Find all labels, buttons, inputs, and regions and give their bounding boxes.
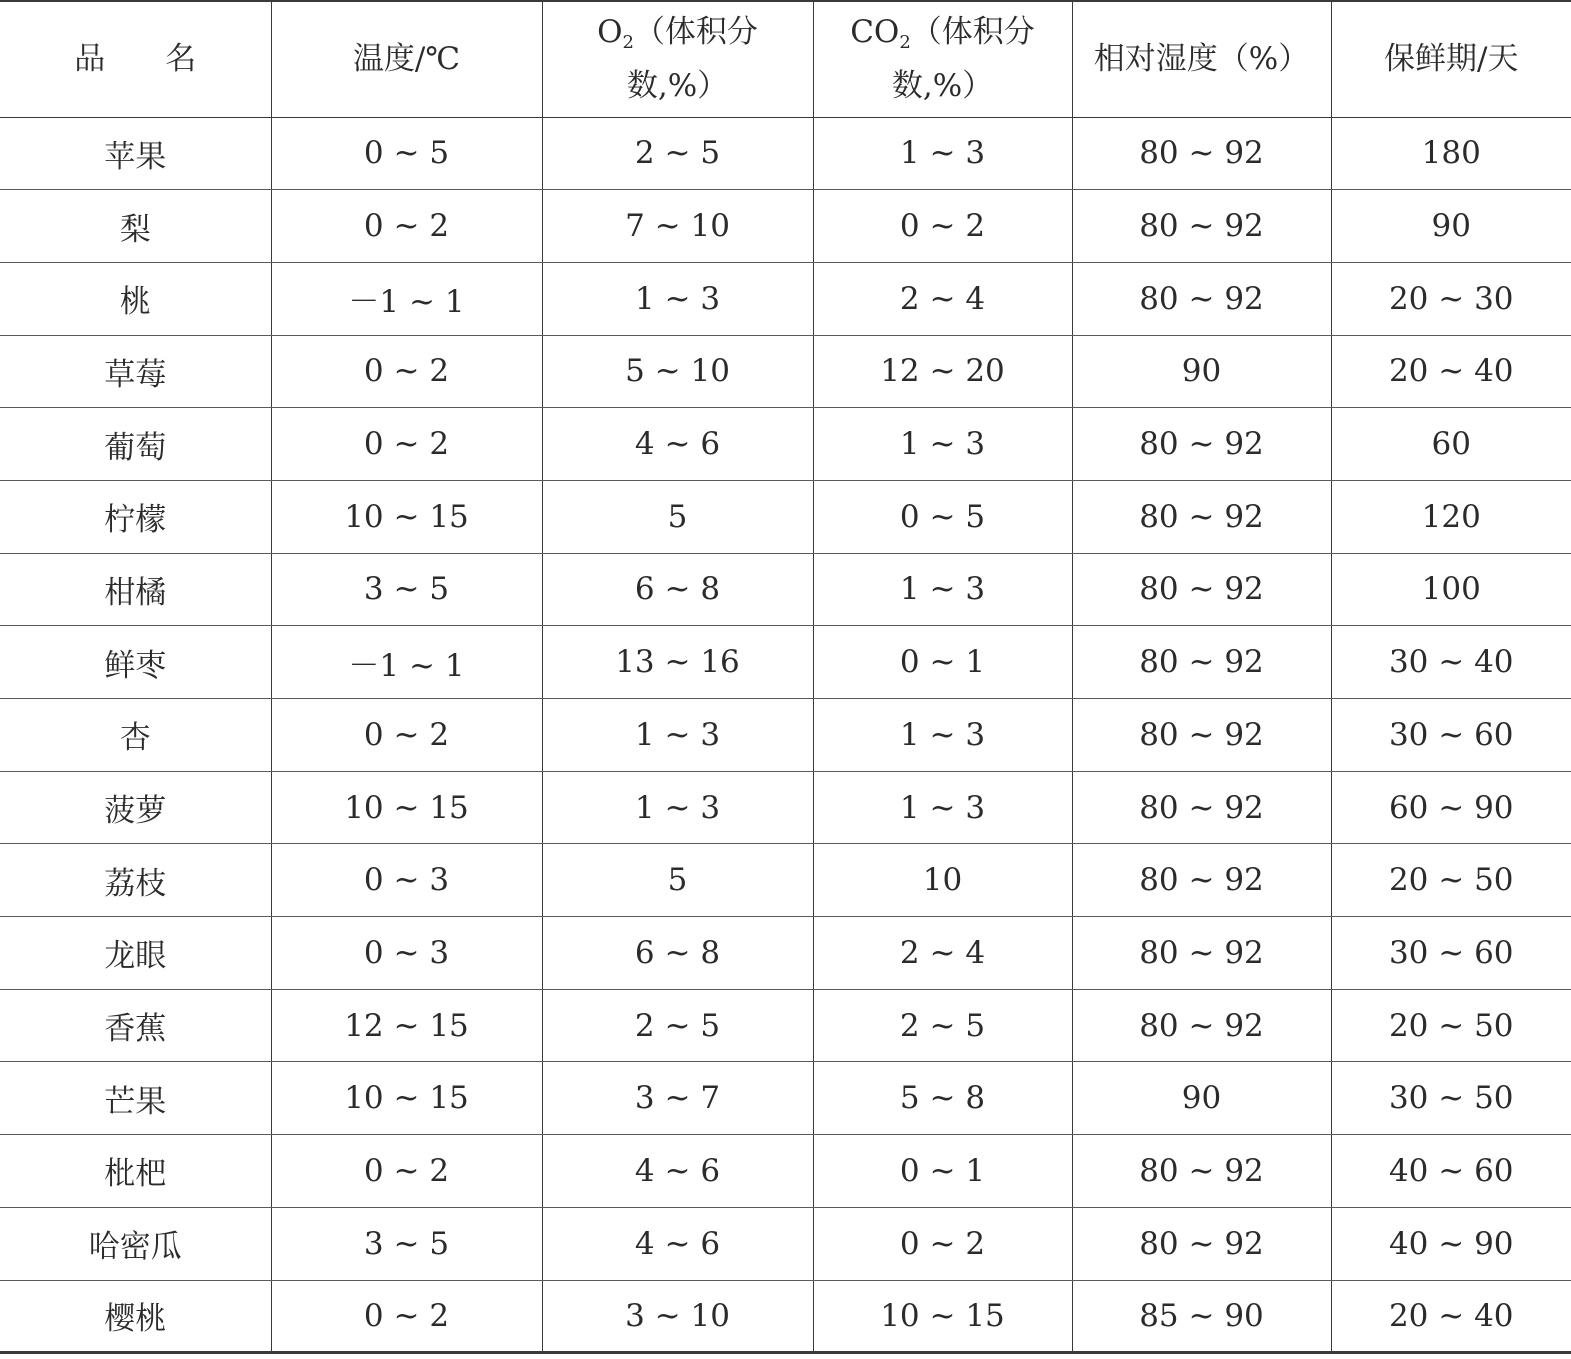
cell-shelf-life: 30 ~ 60: [1331, 917, 1571, 990]
cell-o2: 1 ~ 3: [542, 771, 813, 844]
cell-shelf-life: 60 ~ 90: [1331, 771, 1571, 844]
table-row: [0, 626, 1571, 699]
cell-shelf-life: 30 ~ 50: [1331, 1062, 1571, 1135]
cell-co2: 1 ~ 3: [813, 117, 1072, 190]
cell-temperature: 3 ~ 5: [271, 1207, 542, 1280]
cell-temperature: 0 ~ 2: [271, 335, 542, 408]
cell-co2: 1 ~ 3: [813, 553, 1072, 626]
cell-o2: 2 ~ 5: [542, 989, 813, 1062]
cell-relative-humidity: 80 ~ 92: [1072, 989, 1331, 1062]
cell-co2: 1 ~ 3: [813, 699, 1072, 772]
cell-o2: 4 ~ 6: [542, 1207, 813, 1280]
header-temperature: 温度/℃: [271, 1, 542, 117]
cell-temperature: 0 ~ 3: [271, 844, 542, 917]
table-row: [0, 844, 1571, 917]
table-row: [0, 553, 1571, 626]
header-o2: $O_2$（体积分 数,%）: [542, 1, 813, 117]
table-row: [0, 1280, 1571, 1353]
cell-relative-humidity: 80 ~ 92: [1072, 699, 1331, 772]
cell-co2: 2 ~ 4: [813, 917, 1072, 990]
cell-relative-humidity: 80 ~ 92: [1072, 408, 1331, 481]
cell-temperature: 12 ~ 15: [271, 989, 542, 1062]
cell-co2: 0 ~ 1: [813, 626, 1072, 699]
cell-variety-name: 苹果: [0, 117, 271, 190]
cell-shelf-life: 20 ~ 30: [1331, 262, 1571, 335]
cell-relative-humidity: 80 ~ 92: [1072, 262, 1331, 335]
cell-shelf-life: 30 ~ 40: [1331, 626, 1571, 699]
cell-variety-name: 哈密瓜: [0, 1207, 271, 1280]
cell-temperature: 0 ~ 3: [271, 917, 542, 990]
cell-relative-humidity: 90: [1072, 335, 1331, 408]
cell-variety-name: 柑橘: [0, 553, 271, 626]
cell-shelf-life: 180: [1331, 117, 1571, 190]
cell-o2: 2 ~ 5: [542, 117, 813, 190]
table-row: [0, 1062, 1571, 1135]
cell-temperature: 10 ~ 15: [271, 480, 542, 553]
cell-o2: 4 ~ 6: [542, 1135, 813, 1208]
cell-relative-humidity: 80 ~ 92: [1072, 553, 1331, 626]
cell-o2: 1 ~ 3: [542, 262, 813, 335]
cell-temperature: 0 ~ 5: [271, 117, 542, 190]
cell-temperature: 10 ~ 15: [271, 771, 542, 844]
cell-relative-humidity: 85 ~ 90: [1072, 1280, 1331, 1353]
cell-relative-humidity: 80 ~ 92: [1072, 844, 1331, 917]
cell-o2: 13 ~ 16: [542, 626, 813, 699]
cell-variety-name: 鲜枣: [0, 626, 271, 699]
cell-shelf-life: 100: [1331, 553, 1571, 626]
cell-variety-name: 柠檬: [0, 480, 271, 553]
cell-o2: 6 ~ 8: [542, 553, 813, 626]
cell-relative-humidity: 90: [1072, 1062, 1331, 1135]
cell-co2: 0 ~ 2: [813, 1207, 1072, 1280]
cell-shelf-life: 40 ~ 90: [1331, 1207, 1571, 1280]
cell-co2: 0 ~ 5: [813, 480, 1072, 553]
cell-relative-humidity: 80 ~ 92: [1072, 1207, 1331, 1280]
cell-variety-name: 梨: [0, 190, 271, 263]
cell-shelf-life: 20 ~ 40: [1331, 335, 1571, 408]
cell-temperature: 10 ~ 15: [271, 1062, 542, 1135]
cell-temperature: 0 ~ 2: [271, 408, 542, 481]
cell-variety-name: 枇杷: [0, 1135, 271, 1208]
table-row: [0, 699, 1571, 772]
table-row: [0, 480, 1571, 553]
cell-o2: 6 ~ 8: [542, 917, 813, 990]
cell-shelf-life: 40 ~ 60: [1331, 1135, 1571, 1208]
cell-variety-name: 葡萄: [0, 408, 271, 481]
cell-relative-humidity: 80 ~ 92: [1072, 117, 1331, 190]
table-body: [0, 117, 1571, 1353]
table-row: [0, 1207, 1571, 1280]
header-row: [0, 1, 1571, 117]
cell-temperature: 0 ~ 2: [271, 699, 542, 772]
cell-temperature: 0 ~ 2: [271, 190, 542, 263]
cell-co2: 1 ~ 3: [813, 408, 1072, 481]
cell-co2: 5 ~ 8: [813, 1062, 1072, 1135]
cell-co2: 1 ~ 3: [813, 771, 1072, 844]
cell-o2: 1 ~ 3: [542, 699, 813, 772]
cell-relative-humidity: 80 ~ 92: [1072, 1135, 1331, 1208]
cell-relative-humidity: 80 ~ 92: [1072, 626, 1331, 699]
cell-shelf-life: 60: [1331, 408, 1571, 481]
table-row: [0, 262, 1571, 335]
cell-variety-name: 草莓: [0, 335, 271, 408]
cell-temperature: 0 ~ 2: [271, 1135, 542, 1208]
table-header: [0, 1, 1571, 117]
table-row: [0, 408, 1571, 481]
cell-variety-name: 樱桃: [0, 1280, 271, 1353]
cell-temperature: 3 ~ 5: [271, 553, 542, 626]
cell-temperature: －1 ~ 1: [271, 262, 542, 335]
cell-variety-name: 芒果: [0, 1062, 271, 1135]
header-variety-name: 品 名: [0, 1, 271, 117]
cell-shelf-life: 20 ~ 50: [1331, 989, 1571, 1062]
cell-variety-name: 香蕉: [0, 989, 271, 1062]
cell-relative-humidity: 80 ~ 92: [1072, 480, 1331, 553]
cell-relative-humidity: 80 ~ 92: [1072, 917, 1331, 990]
cell-relative-humidity: 80 ~ 92: [1072, 190, 1331, 263]
cell-co2: 10: [813, 844, 1072, 917]
table-row: [0, 190, 1571, 263]
cell-co2: 0 ~ 2: [813, 190, 1072, 263]
cell-co2: 0 ~ 1: [813, 1135, 1072, 1208]
cell-shelf-life: 120: [1331, 480, 1571, 553]
cell-o2: 5 ~ 10: [542, 335, 813, 408]
table-row: [0, 917, 1571, 990]
cell-o2: 5: [542, 844, 813, 917]
cell-o2: 3 ~ 10: [542, 1280, 813, 1353]
table-row: [0, 989, 1571, 1062]
cell-variety-name: 桃: [0, 262, 271, 335]
cell-co2: 12 ~ 20: [813, 335, 1072, 408]
header-co2: $CO_2$（体积分 数,%）: [813, 1, 1072, 117]
header-shelf-life: 保鲜期/天: [1331, 1, 1571, 117]
cell-co2: 10 ~ 15: [813, 1280, 1072, 1353]
cell-temperature: 0 ~ 2: [271, 1280, 542, 1353]
cell-o2: 4 ~ 6: [542, 408, 813, 481]
cell-shelf-life: 90: [1331, 190, 1571, 263]
cell-variety-name: 荔枝: [0, 844, 271, 917]
cell-o2: 5: [542, 480, 813, 553]
table-row: [0, 117, 1571, 190]
table-row: [0, 1135, 1571, 1208]
cell-relative-humidity: 80 ~ 92: [1072, 771, 1331, 844]
cell-variety-name: 杏: [0, 699, 271, 772]
cell-variety-name: 龙眼: [0, 917, 271, 990]
table-row: [0, 335, 1571, 408]
cell-o2: 3 ~ 7: [542, 1062, 813, 1135]
cell-temperature: －1 ~ 1: [271, 626, 542, 699]
cell-shelf-life: 20 ~ 50: [1331, 844, 1571, 917]
cell-co2: 2 ~ 4: [813, 262, 1072, 335]
cell-co2: 2 ~ 5: [813, 989, 1072, 1062]
cell-shelf-life: 30 ~ 60: [1331, 699, 1571, 772]
cell-shelf-life: 20 ~ 40: [1388, 1297, 1514, 1334]
header-relative-humidity: 相对湿度（%）: [1072, 1, 1331, 117]
table-row: [0, 771, 1571, 844]
cell-o2: 7 ~ 10: [542, 190, 813, 263]
cell-variety-name: 菠萝: [0, 771, 271, 844]
